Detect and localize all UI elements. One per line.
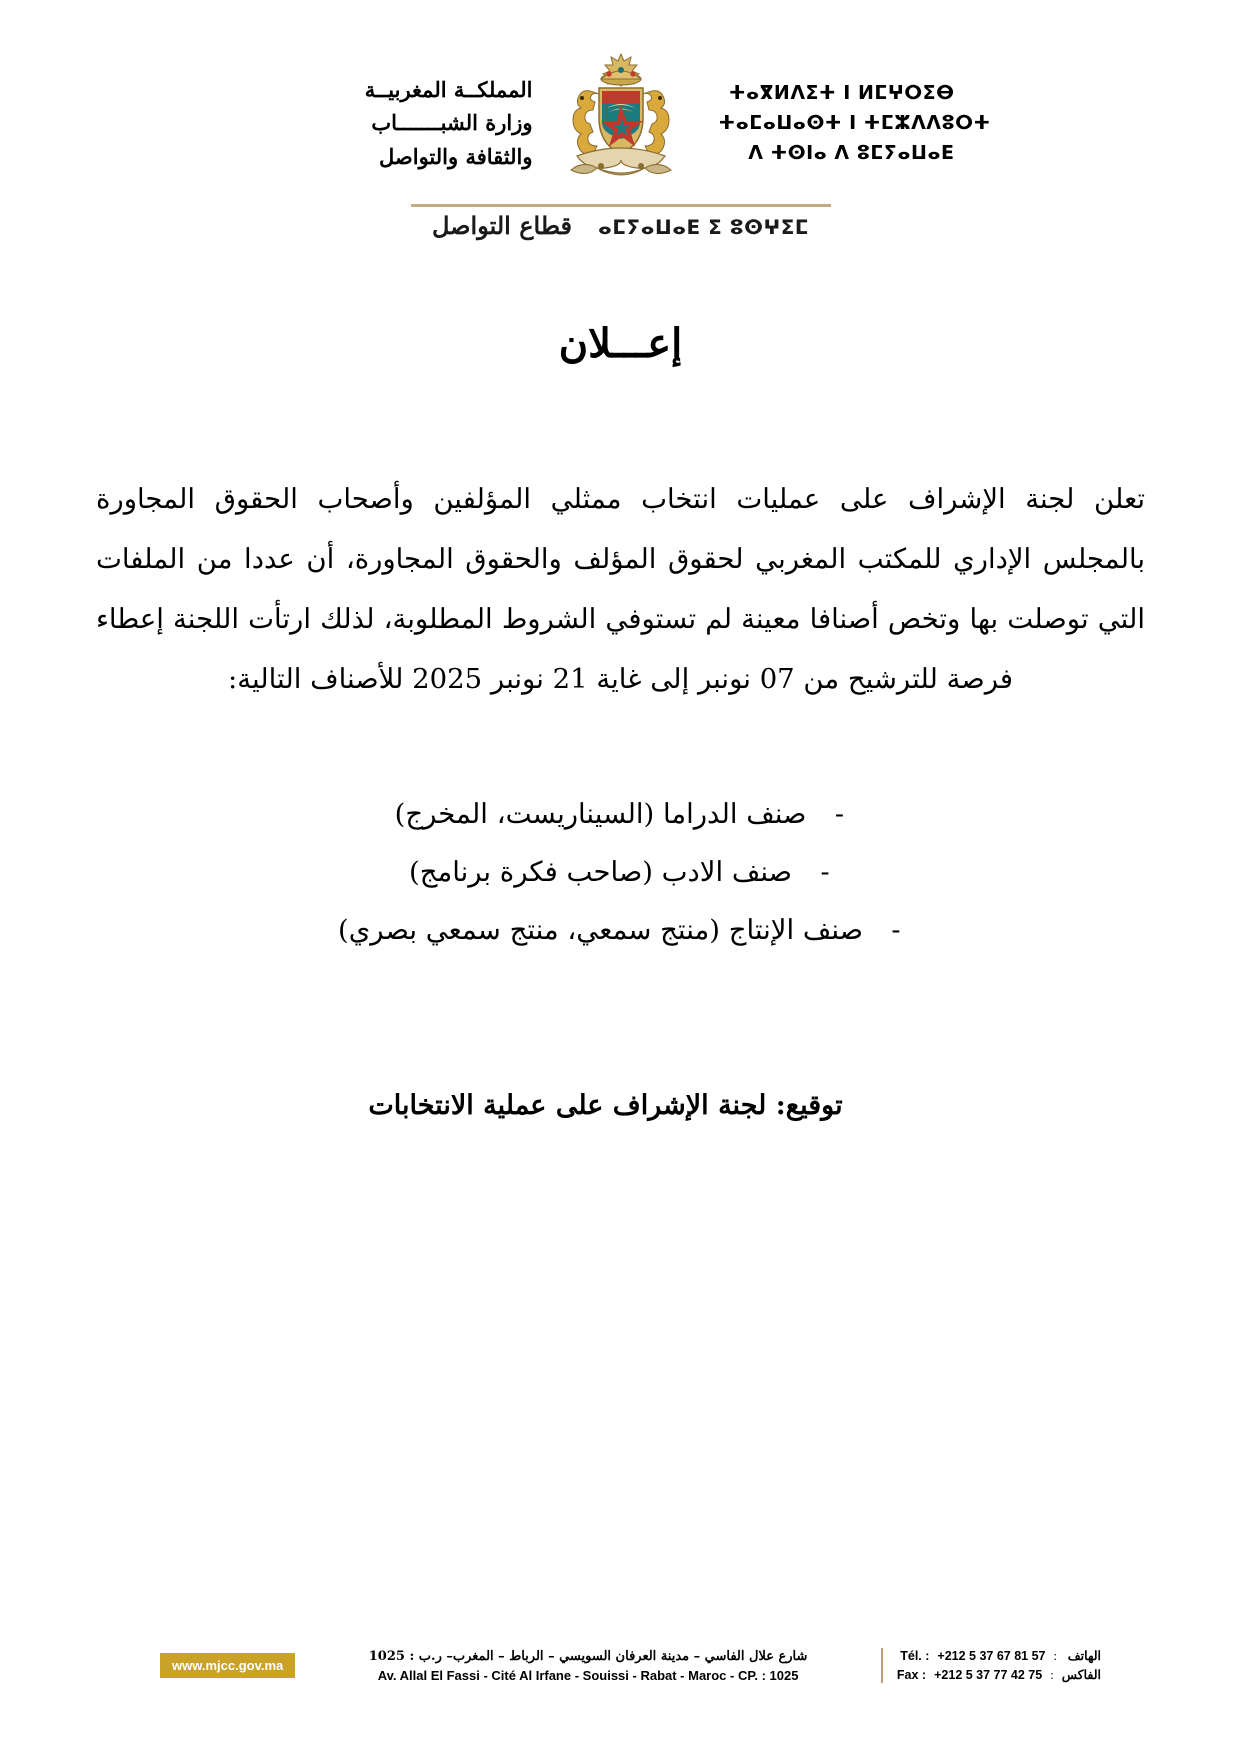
footer-fax-label-ar: الفاكس [1061,1667,1101,1682]
list-item [0,856,1241,888]
footer-fax-value: +212 5 37 77 42 75 [934,1668,1043,1682]
footer-contact-block [881,1648,1101,1683]
list-item-label: صنف الإنتاج (منتج سمعي، منتج سمعي بصري) [338,914,863,946]
letterhead-arabic-block [287,73,537,173]
letterhead-tifinagh-line-1: ⵜⴰⴳⵍⴷⵉⵜ ⵏ ⵍⵎⵖⵔⵉⴱ [728,81,955,104]
signature-line: توقيع: لجنة الإشراف على عملية الانتخابات [368,1090,843,1121]
list-item [0,914,1241,946]
letterhead-arabic-line-1: المملكــة المغربيــة [364,77,533,103]
list-item-label: صنف الدراما (السيناريست، المخرج) [394,798,807,830]
letterhead-arabic-line-2: وزارة الشبـــــــاب [371,110,533,136]
list-item-label: صنف الادب (صاحب فكرة برنامج) [409,856,792,888]
letterhead-subtitle-tifinagh: ⴰⵎⵢⴰⵡⴰⴹ ⵉ ⵓⵙⵖⵉⵎ [598,215,810,239]
list-bullet-dash: - [820,857,830,888]
page-footer [160,1648,1101,1683]
footer-fax-row [897,1667,1101,1683]
footer-tel-label-ar: الهاتف [1067,1648,1101,1663]
letterhead-tifinagh-line-2: ⵜⴰⵎⴰⵡⴰⵙⵜ ⵏ ⵜⵎⵣⴷⴷⵓⵔⵜ [718,111,991,134]
website-link[interactable]: www.mjcc.gov.ma [160,1653,295,1678]
body-section [96,470,1145,710]
letterhead [0,48,1241,240]
announcement-paragraph: تعلن لجنة الإشراف على عمليات انتخاب ممثلي المؤلفين وأصحاب الحقوق المجاورة بالمجلس الإداري للمكتب المغربي لحقوق المؤلف والحقوق المجاورة، أن عددا من الملفات التي توصلت بها وتخص أصنافا معينة لم تستوفي الشروط المطلوبة، لذلك ارتأت اللجنة إعطاء فرصة للترشيح من 07 نونبر إلى غاية 21 نونبر 2025 للأصناف التالية: [96,483,1145,695]
letterhead-tifinagh-line-3: ⴷ ⵜⵙⵏⴰ ⴷ ⵓⵎⵢⴰⵡⴰⴹ [748,142,955,164]
letterhead-arabic-line-3: والثقافة والتواصل [379,143,533,169]
footer-address-arabic: شارع علال الفاسي – مدينة العرفان السويسي – الرباط – المغرب– ر.ب : 1025 [368,1648,808,1664]
footer-website-block [160,1653,295,1678]
letterhead-subtitle-arabic: قطاع التواصل [432,211,572,240]
footer-address-block [305,1649,871,1683]
category-list [0,798,1241,972]
footer-fax-label-fr: Fax : [896,1668,927,1682]
footer-tel-value: +212 5 37 67 81 57 [937,1649,1046,1663]
letterhead-row [287,48,991,198]
list-item [0,798,1241,830]
letterhead-tifinagh-block [705,78,991,168]
footer-fax-colon-ar: : [1050,1668,1054,1682]
footer-telephone-row [897,1648,1101,1664]
list-bullet-dash: - [891,915,901,946]
list-bullet-dash: - [834,799,844,830]
letterhead-subtitle [401,211,841,240]
footer-address-french: Av. Allal El Fassi - Cité Al Irfane - Souissi - Rabat - Maroc - CP. : 1025 [377,1667,799,1683]
page-title: إعـــلان [558,320,683,367]
footer-tel-label-fr: Tél. : [900,1649,930,1663]
footer-tel-colon-ar: : [1053,1649,1057,1663]
coat-of-arms-icon [537,48,705,198]
letterhead-divider [411,204,831,207]
